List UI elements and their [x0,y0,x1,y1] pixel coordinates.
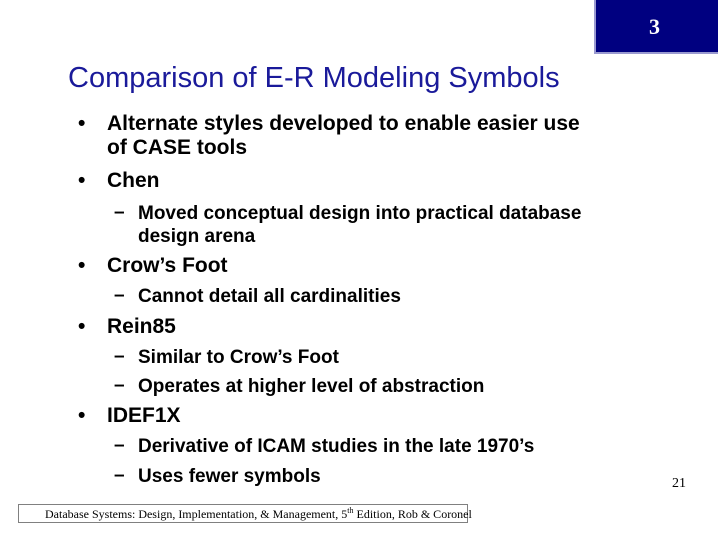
dash-icon: – [114,346,125,367]
dash-icon: – [114,375,125,396]
bullet-item: Chen [107,169,160,192]
bullet-item: Crow’s Foot [107,254,228,277]
bullet-item-line: Alternate styles developed to enable easier use [107,112,580,135]
sub-bullet-item [138,202,678,248]
slide-title: Comparison of E-R Modeling Symbols [68,62,560,94]
bullet-icon: • [78,404,86,427]
sub-bullet-item: Similar to Crow’s Foot [138,347,339,368]
footer-citation-sup: th [347,506,354,515]
bullet-item: IDEF1X [107,404,181,427]
dash-icon: – [114,285,125,306]
page-number: 21 [672,476,686,491]
bullet-icon: • [78,315,86,338]
sub-bullet-item: Operates at higher level of abstraction [138,376,485,397]
footer-citation-main: Database Systems: Design, Implementation, & Management, 5 [45,507,348,521]
footer-citation-tail: Edition, Rob & Coronel [353,507,472,521]
chapter-number: 3 [649,14,660,39]
dash-icon: – [114,465,125,486]
footer-citation [45,506,472,522]
bullet-icon: • [78,254,86,277]
dash-icon: – [114,435,125,456]
sub-bullet-item: Cannot detail all cardinalities [138,286,401,307]
bullet-item: Rein85 [107,315,176,338]
bullet-item-line: of CASE tools [107,136,247,159]
sub-bullet-item-line: design arena [138,226,256,247]
sub-bullet-item-line: Moved conceptual design into practical database [138,203,582,224]
dash-icon: – [114,202,125,223]
sub-bullet-item: Uses fewer symbols [138,466,321,487]
bullet-icon: • [78,169,86,192]
footer-citation-box [18,504,472,523]
chapter-number-box [594,0,718,54]
bullet-item [107,112,667,160]
bullet-icon: • [78,112,86,135]
sub-bullet-item: Derivative of ICAM studies in the late 1970’s [138,436,535,457]
